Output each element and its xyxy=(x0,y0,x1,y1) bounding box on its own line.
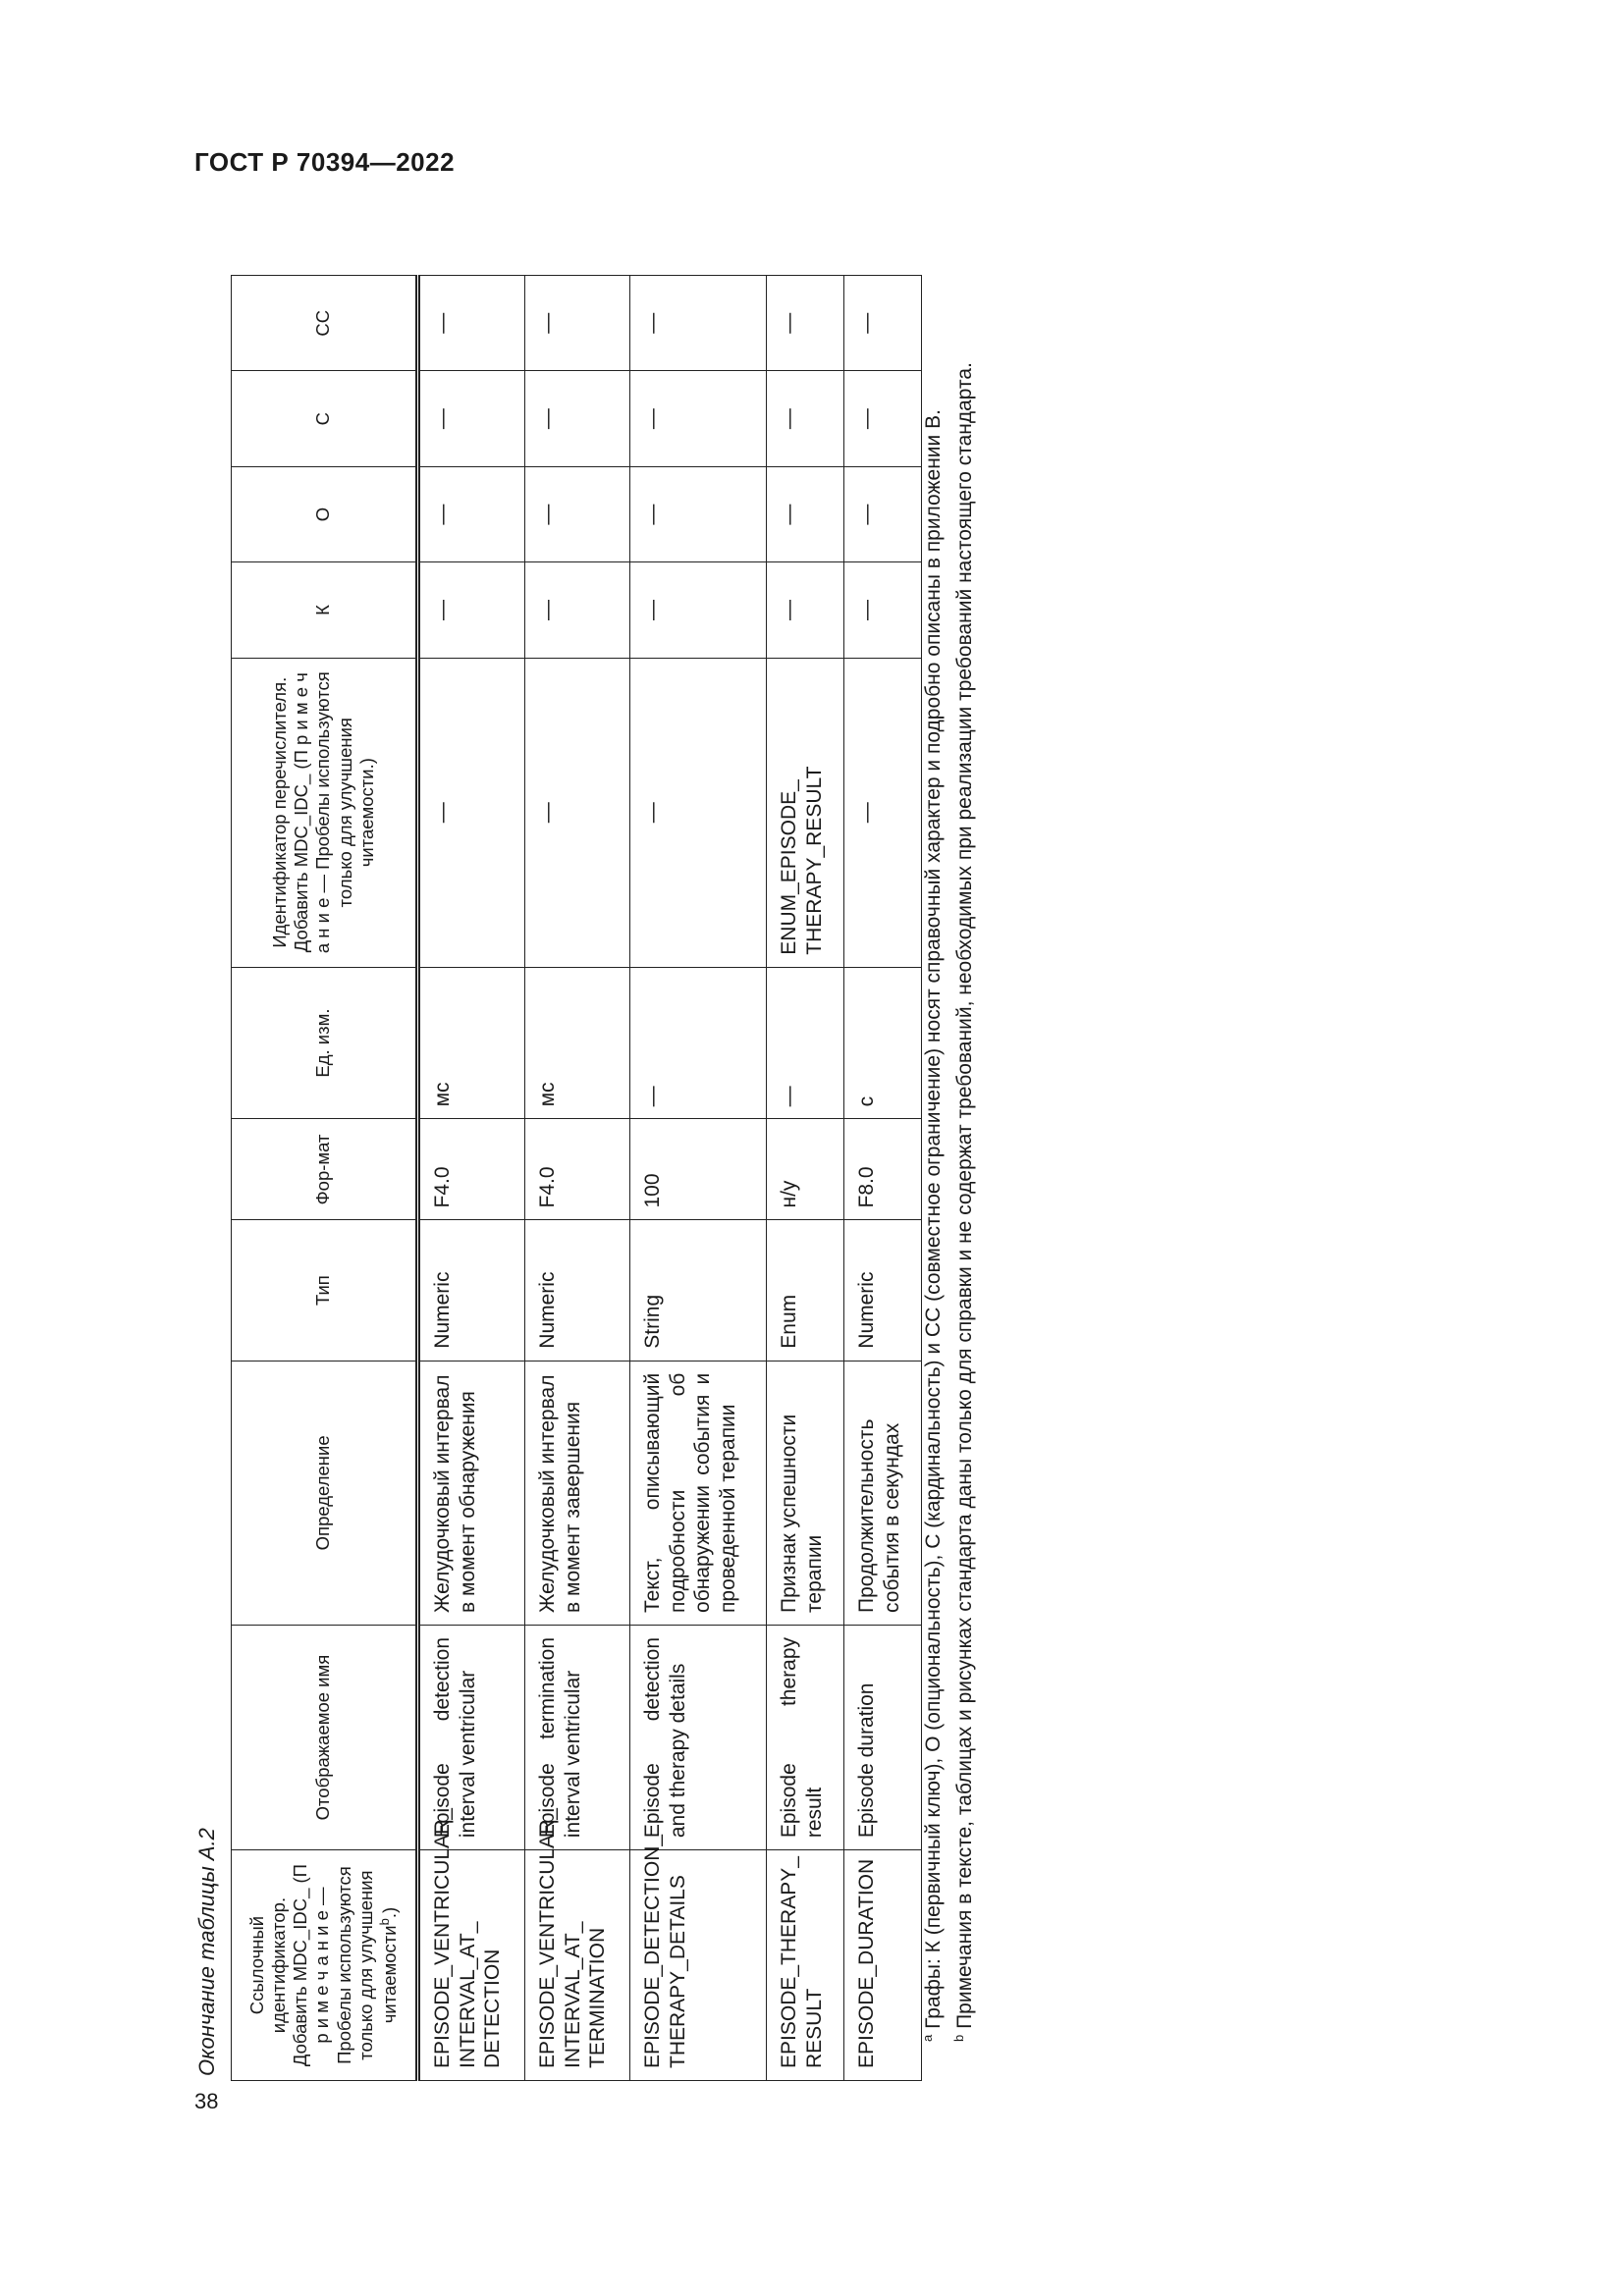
table-header-row xyxy=(232,276,418,2081)
cell-enum-id: — xyxy=(844,658,922,967)
col-header-enum-id: Идентификатор перечислителя. Добавить MDC_IDC_ (П р и м е ч а н и е — Пробелы используются только для улучшения читаемости.) xyxy=(232,658,418,967)
col-header-unit: Ед. изм. xyxy=(232,967,418,1119)
cell-ref-id: EPISODE_DETECTION_ THERAPY_DETAILS xyxy=(630,1850,767,2081)
table-row xyxy=(525,276,630,2081)
cell-type: String xyxy=(630,1220,767,1361)
cell-display-name: Episode therapy result xyxy=(767,1625,844,1849)
cell-o: — xyxy=(418,466,525,561)
cell-cc: — xyxy=(525,276,630,371)
cell-cc: — xyxy=(767,276,844,371)
col-header-c: С xyxy=(232,371,418,466)
cell-unit: мс xyxy=(525,967,630,1119)
cell-cc: — xyxy=(844,276,922,371)
table-row xyxy=(630,276,767,2081)
cell-ref-id: EPISODE_THERAPY_ RESULT xyxy=(767,1850,844,2081)
col-header-format: Фор-мат xyxy=(232,1119,418,1220)
col-header-type: Тип xyxy=(232,1220,418,1361)
cell-c: — xyxy=(418,371,525,466)
cell-c: — xyxy=(525,371,630,466)
cell-unit: с xyxy=(844,967,922,1119)
cell-format: F4.0 xyxy=(525,1119,630,1220)
cell-o: — xyxy=(630,466,767,561)
col-header-definition: Определение xyxy=(232,1361,418,1625)
cell-format: F4.0 xyxy=(418,1119,525,1220)
rotated-table-section xyxy=(187,216,1168,2101)
cell-definition: Признак успешности терапии xyxy=(767,1361,844,1625)
cell-enum-id: — xyxy=(630,658,767,967)
cell-c: — xyxy=(844,371,922,466)
table-row xyxy=(844,276,922,2081)
col-header-k: К xyxy=(232,562,418,658)
col-header-ref-id: Ссылочный идентификатор. Добавить MDC_IDC_ (П р и м е ч а н и е — Пробелы используются только для улучшения читаемости$^b$.) xyxy=(232,1850,418,2081)
cell-k: — xyxy=(525,562,630,658)
cell-o: — xyxy=(525,466,630,561)
cell-format: н/у xyxy=(767,1119,844,1220)
cell-k: — xyxy=(844,562,922,658)
footnotes xyxy=(918,275,980,2081)
cell-enum-id: — xyxy=(418,658,525,967)
cell-type: Numeric xyxy=(418,1220,525,1361)
col-header-o: О xyxy=(232,466,418,561)
cell-cc: — xyxy=(418,276,525,371)
table-row xyxy=(767,276,844,2081)
cell-type: Numeric xyxy=(844,1220,922,1361)
cell-display-name: Episode termination interval ventricular xyxy=(525,1625,630,1849)
page-number: 38 xyxy=(194,2089,219,2113)
col-header-cc: СС xyxy=(232,276,418,371)
cell-unit: — xyxy=(630,967,767,1119)
cell-display-name: Episode detection interval ventricular xyxy=(418,1625,525,1849)
footnote-a: $^a$ Графы: К (первичный ключ), О (опциональность), С (кардинальность) и СС (совместное ограничение) носят справочный характер и подробно описаны в приложении В. xyxy=(920,409,945,2042)
parameters-table xyxy=(231,275,922,2081)
cell-format: 100 xyxy=(630,1119,767,1220)
cell-unit: — xyxy=(767,967,844,1119)
cell-type: Enum xyxy=(767,1220,844,1361)
cell-k: — xyxy=(630,562,767,658)
cell-ref-id: EPISODE_VENTRICULAR_ INTERVAL_AT_ TERMINATION xyxy=(525,1850,630,2081)
cell-definition: Желудочковый интервал в момент завершения xyxy=(525,1361,630,1625)
cell-k: — xyxy=(767,562,844,658)
cell-ref-id: EPISODE_VENTRICULAR_ INTERVAL_AT_ DETECTION xyxy=(418,1850,525,2081)
cell-enum-id: ENUM_EPISODE_ THERAPY_RESULT xyxy=(767,658,844,967)
table-caption: Окончание таблицы А.2 xyxy=(194,1828,219,2076)
cell-c: — xyxy=(630,371,767,466)
cell-o: — xyxy=(844,466,922,561)
cell-type: Numeric xyxy=(525,1220,630,1361)
cell-display-name: Episode duration xyxy=(844,1625,922,1849)
cell-definition: Текст, описывающий подробности об обнаружении события и проведенной терапии xyxy=(630,1361,767,1625)
cell-definition: Продолжительность события в секундах xyxy=(844,1361,922,1625)
cell-cc: — xyxy=(630,276,767,371)
cell-c: — xyxy=(767,371,844,466)
cell-k: — xyxy=(418,562,525,658)
table-row xyxy=(418,276,525,2081)
cell-enum-id: — xyxy=(525,658,630,967)
col-header-display-name: Отображаемое имя xyxy=(232,1625,418,1849)
footnote-b: $^b$ Примечания в тексте, таблицах и рисунках стандарта даны только для справки и не содержат требований, необходимых при реализации требований настоящего стандарта. xyxy=(950,362,976,2042)
cell-format: F8.0 xyxy=(844,1119,922,1220)
cell-definition: Желудочковый интервал в момент обнаружения xyxy=(418,1361,525,1625)
standard-code-header: ГОСТ Р 70394—2022 xyxy=(194,147,456,177)
cell-display-name: Episode detection and therapy details xyxy=(630,1625,767,1849)
cell-o: — xyxy=(767,466,844,561)
cell-unit: мс xyxy=(418,967,525,1119)
cell-ref-id: EPISODE_DURATION xyxy=(844,1850,922,2081)
